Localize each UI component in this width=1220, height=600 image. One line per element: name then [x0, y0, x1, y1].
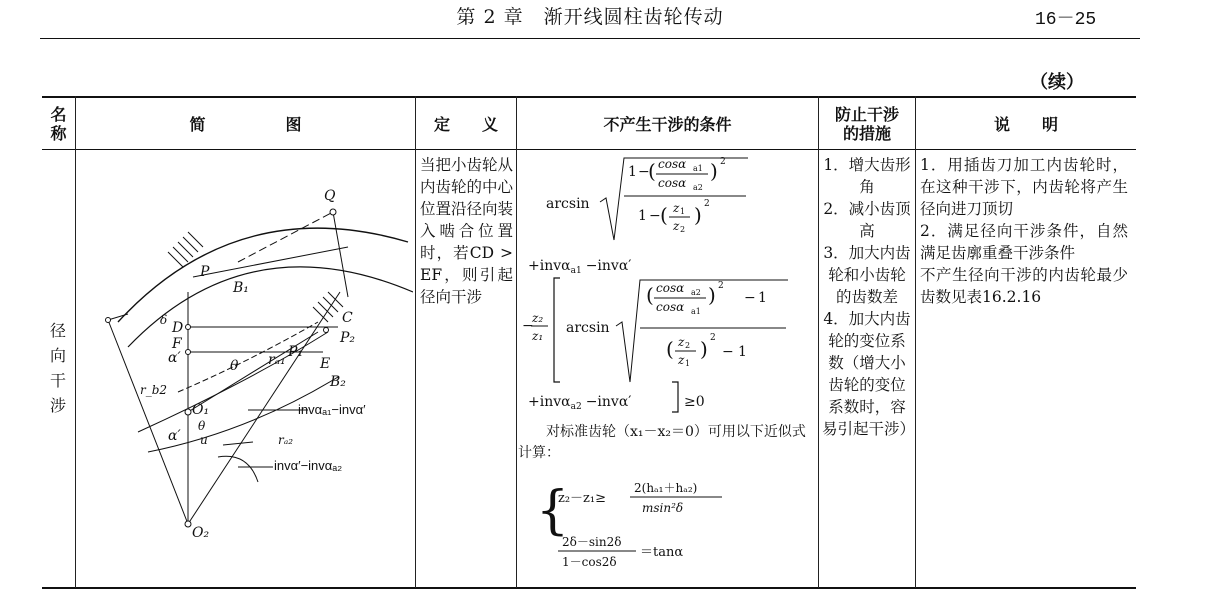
header-measures: 防止干涉 的措施 [834, 105, 899, 143]
header-name: 名 称 [50, 105, 67, 143]
minus-2b: − [722, 344, 734, 360]
label-alpha2: α′ [168, 428, 181, 444]
frac-z2b: z [678, 335, 685, 349]
svg-text:(: ( [666, 337, 674, 361]
label-F: F [172, 336, 182, 352]
sq-2: 2 [718, 281, 724, 291]
one-1b: 1 [638, 208, 647, 224]
sys1-num: 2(hₐ₁＋hₐ₂) [634, 481, 698, 495]
sys2-num: 2δ－sin2δ [562, 535, 622, 549]
sys1-den: msin²δ [642, 501, 684, 515]
frac-z1-sub: 1 [680, 207, 686, 216]
header-notes: 说 明 [993, 114, 1058, 134]
ge-zero: ≥0 [684, 394, 705, 410]
col-divider-3 [516, 96, 517, 588]
sq-1b: 2 [704, 199, 710, 209]
header-condition: 不产生干涉的条件 [603, 114, 732, 134]
continued-label: （续） [1030, 72, 1084, 93]
row-measures: 1．增大齿形角 2．减小齿顶高 3．加大内齿轮和小齿轮的齿数差 4．加大内齿轮的变位系数（增大小齿轮的变位系数时，容易引起干涉） [822, 156, 916, 438]
svg-text:(: ( [646, 283, 654, 307]
svg-text:): ) [700, 337, 708, 361]
label-rb2: r_b2 [140, 383, 168, 397]
cos-den-2: cosα [656, 300, 685, 314]
cos-den-2-sub: a1 [691, 307, 701, 316]
condition-formulas [518, 150, 816, 586]
svg-text:): ) [710, 159, 718, 183]
frac-z2-sub: 2 [680, 225, 686, 234]
cos-num-2-sub: a2 [691, 288, 701, 297]
svg-text:−: − [522, 318, 534, 334]
row-definition: 当把小齿轮从内齿轮的中心位置沿径向装入啮合位置时，若CD > EF，则引起径向干涉 [420, 156, 514, 306]
label-B2: B₂ [330, 374, 346, 390]
sys2-rhs: ＝tanα [640, 545, 684, 560]
col-divider-4 [818, 96, 819, 588]
sys1-lhs: z₂－z₁≥ [558, 491, 607, 506]
one-1: 1 [628, 164, 637, 180]
sys2-den: 1－cos2δ [562, 555, 617, 569]
label-O1: O₁ [192, 402, 210, 418]
label-B1: B₁ [233, 280, 249, 296]
arcsin-2: arcsin [566, 320, 610, 336]
label-alpha: α′ [168, 350, 181, 366]
chapter-title: 第 2 章 渐开线圆柱齿轮传动 [456, 6, 724, 28]
label-P1: P₁ [288, 344, 304, 360]
svg-text:): ) [708, 283, 716, 307]
minus-2: − [744, 290, 756, 306]
label-C: C [342, 310, 353, 326]
cos-num-2: cosα [656, 281, 685, 295]
row-notes: 1．用插齿刀加工内齿轮时，在这种干涉下，内齿轮将产生径向进刀顶切 2．满足径向干涉条件，自然满足齿廓重叠干涉条件 不产生径向干涉的内齿轮最少齿数见表16.2.16 [920, 156, 1128, 306]
arcsin-1: arcsin [546, 196, 590, 212]
sq-2b: 2 [710, 333, 716, 343]
col-divider-1 [75, 96, 76, 588]
coef-num: z₂ [532, 311, 544, 325]
cos-num-1-sub: a1 [693, 164, 703, 173]
one-2b: 1 [738, 344, 747, 360]
frac-z1b: z [678, 353, 685, 367]
frac-z1: z [673, 201, 680, 215]
frac-z1b-sub: 1 [685, 359, 691, 368]
header-rule [40, 38, 1140, 39]
cos-den-1-sub: a2 [693, 183, 703, 192]
inv-line-1: +invα$_{a1}$ −invα′ [528, 258, 632, 276]
gear-diagram [78, 152, 413, 584]
label-inv-bottom: invα′−invαₐ₂ [274, 458, 343, 473]
svg-text:(: ( [648, 159, 656, 183]
label-inv-top: invαₐ₁−invα′ [298, 402, 366, 417]
label-Q: Q [324, 188, 336, 204]
svg-text:{: { [536, 481, 570, 541]
coef-den: z₁ [532, 329, 544, 343]
label-u: u [200, 433, 208, 447]
table-top-rule [42, 96, 1136, 98]
label-E: E [320, 356, 331, 372]
row-name: 径 向 干 涉 [49, 321, 66, 415]
page-number: 16－25 [1035, 10, 1097, 30]
frac-z2: z [673, 219, 680, 233]
label-D: D [172, 320, 184, 336]
label-theta2: θ [198, 419, 206, 433]
minus-1b: − [649, 208, 661, 224]
col-divider-5 [915, 96, 916, 588]
svg-text:): ) [694, 203, 702, 227]
cos-den-1: cosα [658, 176, 687, 190]
sq-1: 2 [720, 157, 726, 167]
table-bottom-rule [42, 587, 1136, 589]
header-diagram: 简 图 [189, 114, 302, 134]
cos-num-1: cosα [658, 157, 687, 171]
one-2: 1 [758, 290, 767, 306]
col-divider-2 [415, 96, 416, 588]
label-P: P [200, 264, 210, 280]
minus-1: − [638, 164, 650, 180]
svg-text:(: ( [660, 203, 668, 227]
frac-z2b-sub: 2 [685, 341, 691, 350]
label-O2: O₂ [192, 525, 210, 541]
label-ra2: rₐ₂ [278, 433, 294, 447]
approx-text: 对标准齿轮（x₁－x₂＝0）可用以下近似式计算： [518, 424, 806, 461]
inv-line-2: +invα$_{a2}$ −invα′ [528, 394, 632, 412]
label-ra1: rₐ₁ [268, 352, 286, 368]
label-theta: θ [230, 358, 239, 374]
label-P2: P₂ [340, 330, 356, 346]
label-delta: δ [160, 313, 168, 327]
header-definition: 定 义 [433, 114, 498, 134]
